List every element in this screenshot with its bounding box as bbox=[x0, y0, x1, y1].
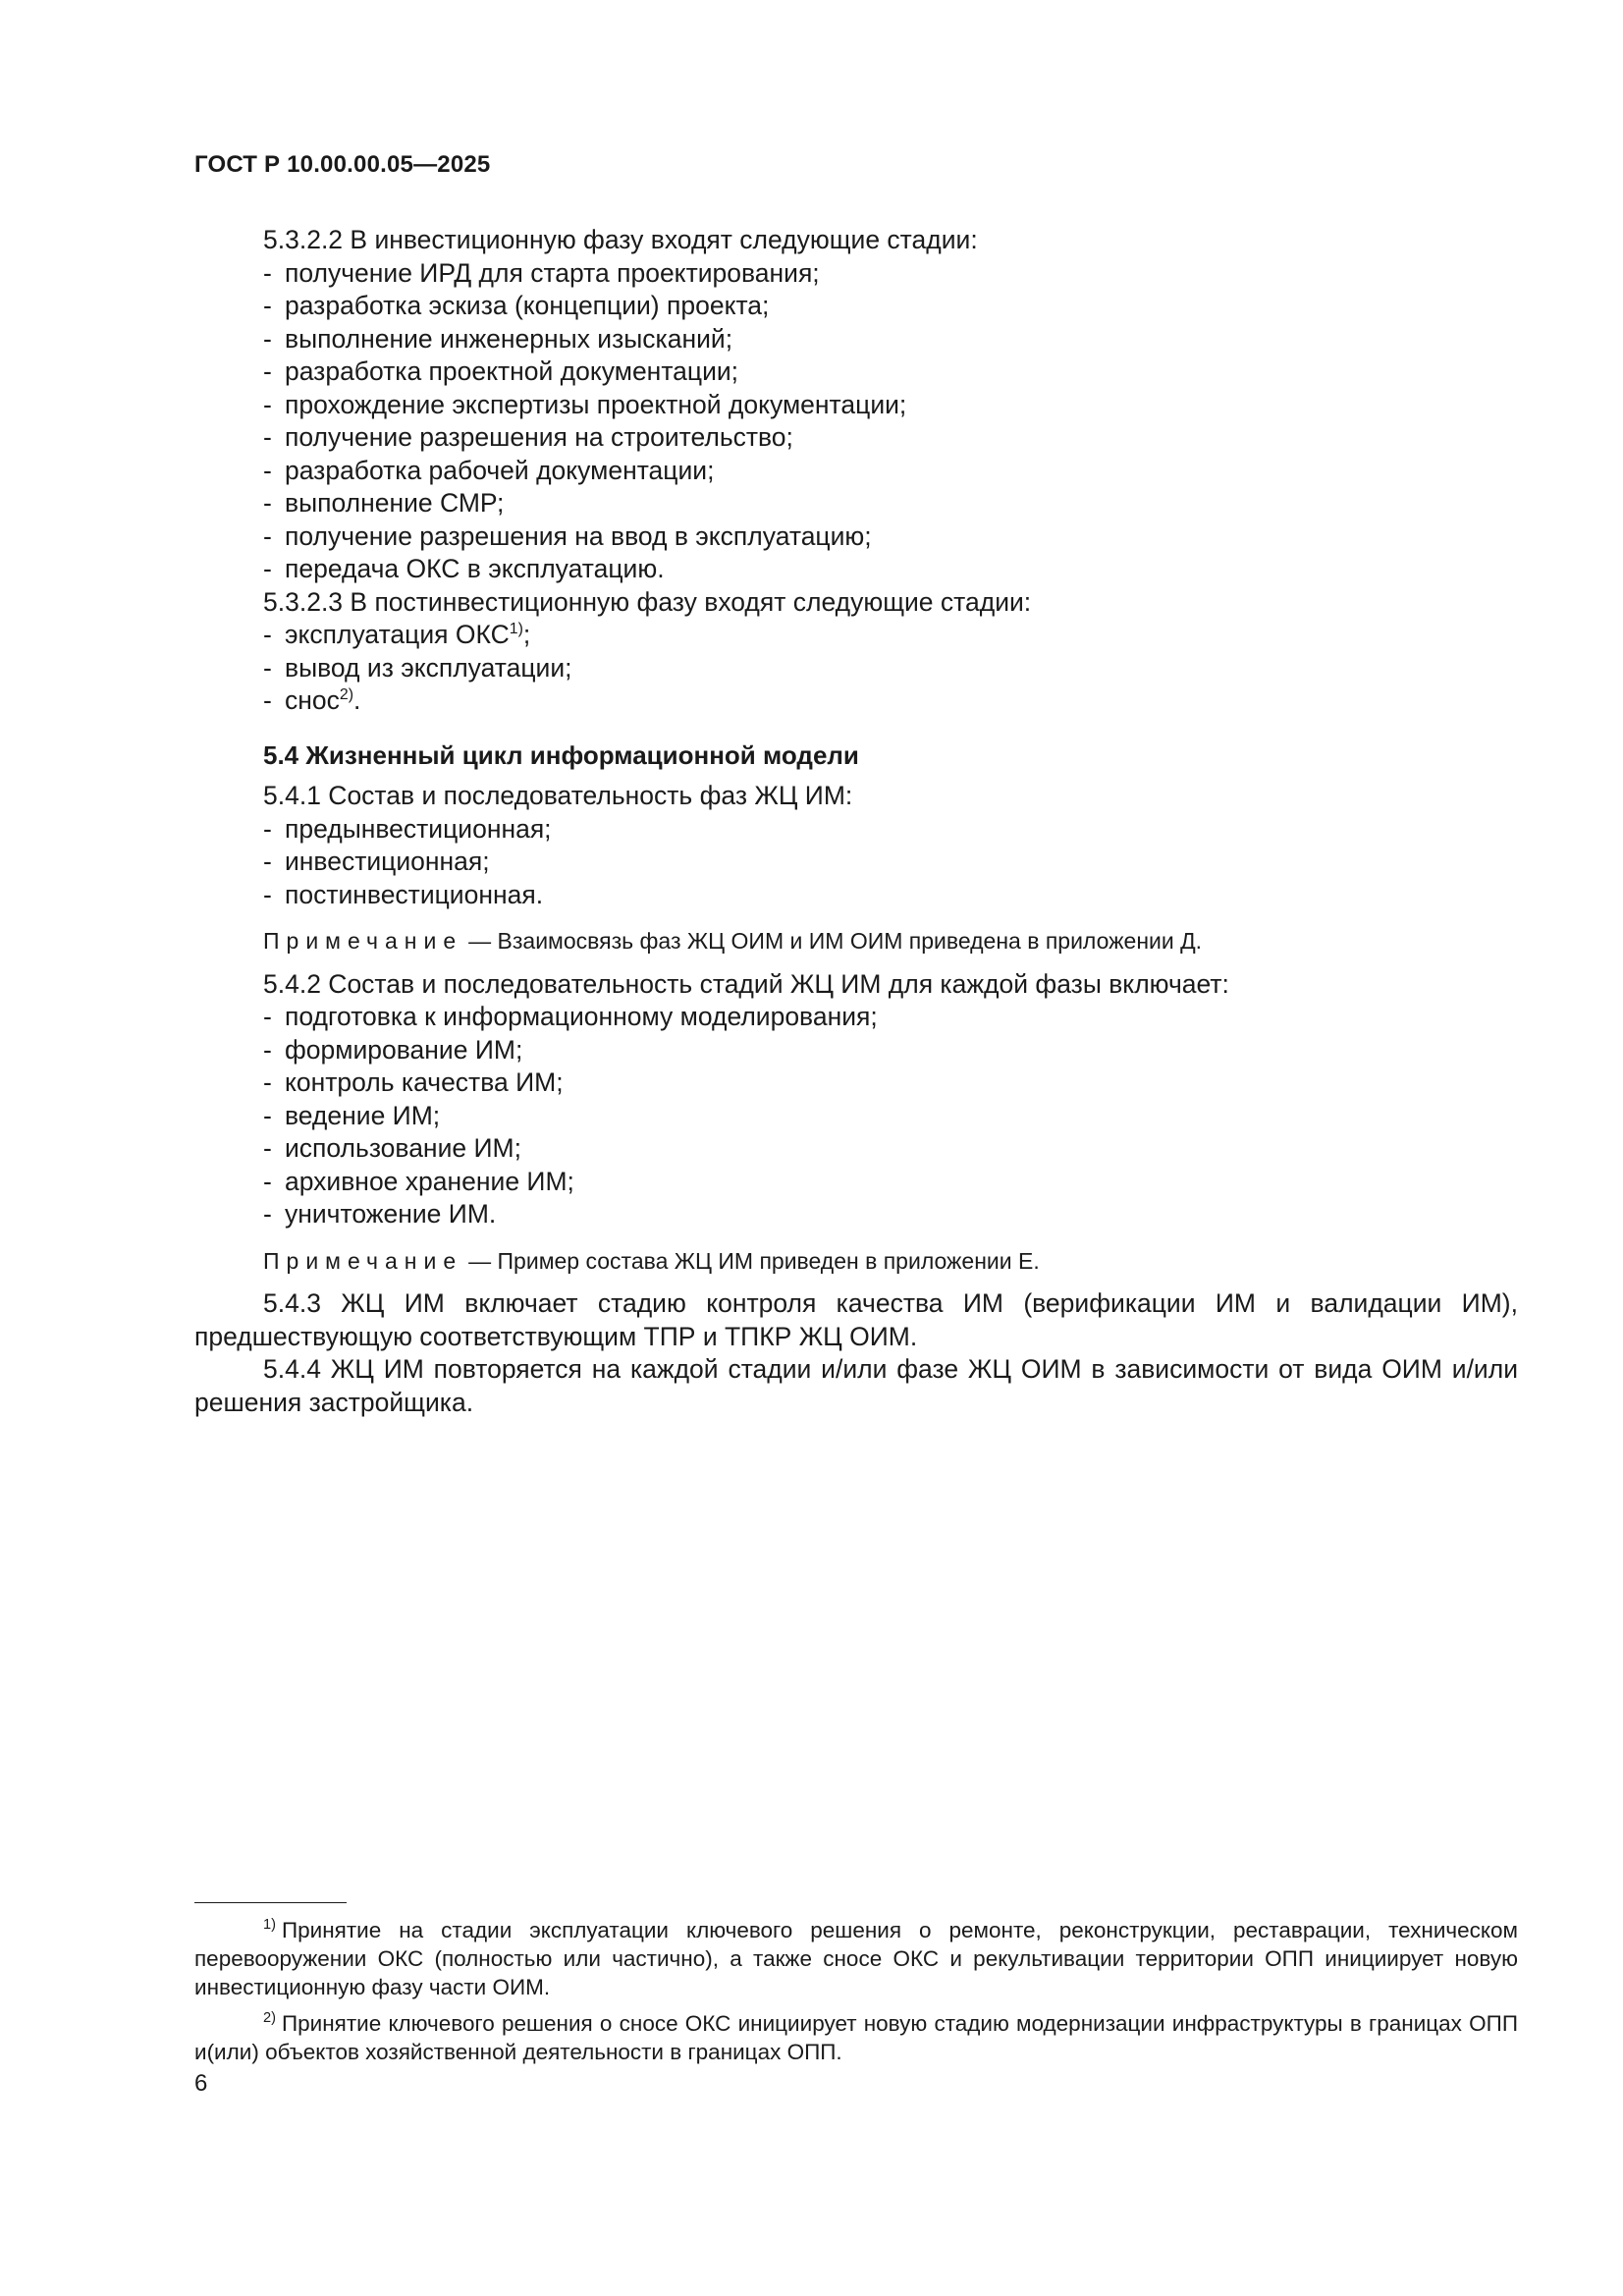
list-item: - контроль качества ИМ; bbox=[263, 1067, 564, 1097]
list-item: - выполнение инженерных изысканий; bbox=[263, 323, 733, 354]
stages-list bbox=[194, 1001, 1518, 1231]
clause-5-3-2-2: 5.3.2.2 В инвестиционную фазу входят следующие стадии: bbox=[263, 225, 978, 254]
list-item: - использование ИМ; bbox=[263, 1133, 521, 1163]
clause-5-4-3: 5.4.3 ЖЦ ИМ включает стадию контроля качества ИМ (верификации ИМ и валидации ИМ), предшествующую соответствующим ТПР и ТПКР ЖЦ ОИМ. bbox=[194, 1288, 1518, 1351]
list-item: - получение ИРД для старта проектирования; bbox=[263, 257, 820, 288]
list-item: - снос$^{2)}$. bbox=[263, 685, 361, 715]
footnote-2: $^{2)}$ Принятие ключевого решения о сносе ОКС инициирует новую стадию модернизации инфраструктуры в границах ОПП и(или) объектов хозяйственной деятельности в границах ОПП. bbox=[194, 2010, 1518, 2064]
section-5-4-title: 5.4 Жизненный цикл информационной модели bbox=[263, 739, 859, 770]
note-label: Примечание bbox=[263, 928, 463, 954]
investment-stages-list bbox=[194, 257, 1518, 586]
footnote-ref-1[interactable]: 1) bbox=[509, 621, 523, 637]
list-item: - уничтожение ИМ. bbox=[263, 1199, 497, 1229]
list-item: - архивное хранение ИМ; bbox=[263, 1166, 574, 1196]
list-item: - постинвестиционная. bbox=[263, 879, 544, 909]
note-1: Примечание — Взаимосвязь фаз ЖЦ ОИМ и ИМ ОИМ приведена в приложении Д. bbox=[263, 928, 1203, 954]
list-item: - передача ОКС в эксплуатацию. bbox=[263, 554, 665, 583]
clause-5-4-2: 5.4.2 Состав и последовательность стадий ЖЦ ИМ для каждой фазы включает: bbox=[263, 968, 1229, 999]
clause-5-4-4: 5.4.4 ЖЦ ИМ повторяется на каждой стадии и/или фазе ЖЦ ОИМ в зависимости от вида ОИМ и/или решения застройщика. bbox=[194, 1354, 1518, 1417]
list-item: - инвестиционная; bbox=[263, 847, 490, 876]
list-item: - получение разрешения на ввод в эксплуатацию; bbox=[263, 520, 872, 551]
note-label: Примечание bbox=[263, 1247, 463, 1274]
clause-5-3-2-3: 5.3.2.3 В постинвестиционную фазу входят следующие стадии: bbox=[263, 586, 1032, 617]
footnote-separator bbox=[194, 1902, 347, 1903]
clause-5-4-1: 5.4.1 Состав и последовательность фаз ЖЦ ИМ: bbox=[263, 781, 853, 810]
list-item: - разработка проектной документации; bbox=[263, 356, 739, 386]
phases-list bbox=[194, 813, 1518, 912]
list-item: - прохождение экспертизы проектной документации; bbox=[263, 389, 907, 419]
list-item: - ведение ИМ; bbox=[263, 1100, 441, 1130]
footnote-ref-2[interactable]: 2) bbox=[339, 686, 354, 703]
list-item: - эксплуатация ОКС$^{1)}$; bbox=[263, 620, 531, 649]
list-item: - формирование ИМ; bbox=[263, 1034, 523, 1065]
list-item: - получение разрешения на строительство; bbox=[263, 422, 793, 452]
list-item: - разработка рабочей документации; bbox=[263, 455, 715, 485]
note-2: Примечание — Пример состава ЖЦ ИМ приведен в приложении Е. bbox=[263, 1247, 1040, 1274]
page-body bbox=[194, 224, 1518, 1419]
list-item: - выполнение СМР; bbox=[263, 488, 505, 518]
document-header: ГОСТ Р 10.00.00.05—2025 bbox=[194, 151, 491, 178]
footnote-1: $^{1)}$ Принятие на стадии эксплуатации ключевого решения о ремонте, реконструкции, реставрации, техническом перевооружении ОКС (полностью или частично), а также сносе ОКС и рекультивации территории ОПП инициирует новую инвестиционную фазу части ОИМ. bbox=[194, 1917, 1518, 1999]
list-item: - предынвестиционная; bbox=[263, 813, 552, 844]
page-number: 6 bbox=[194, 2070, 208, 2097]
list-item: - разработка эскиза (концепции) проекта; bbox=[263, 291, 770, 320]
post-investment-stages-list bbox=[194, 619, 1518, 718]
footnotes bbox=[194, 1916, 1518, 2074]
list-item: - вывод из эксплуатации; bbox=[263, 652, 572, 683]
list-item: - подготовка к информационному моделирования; bbox=[263, 1002, 878, 1031]
